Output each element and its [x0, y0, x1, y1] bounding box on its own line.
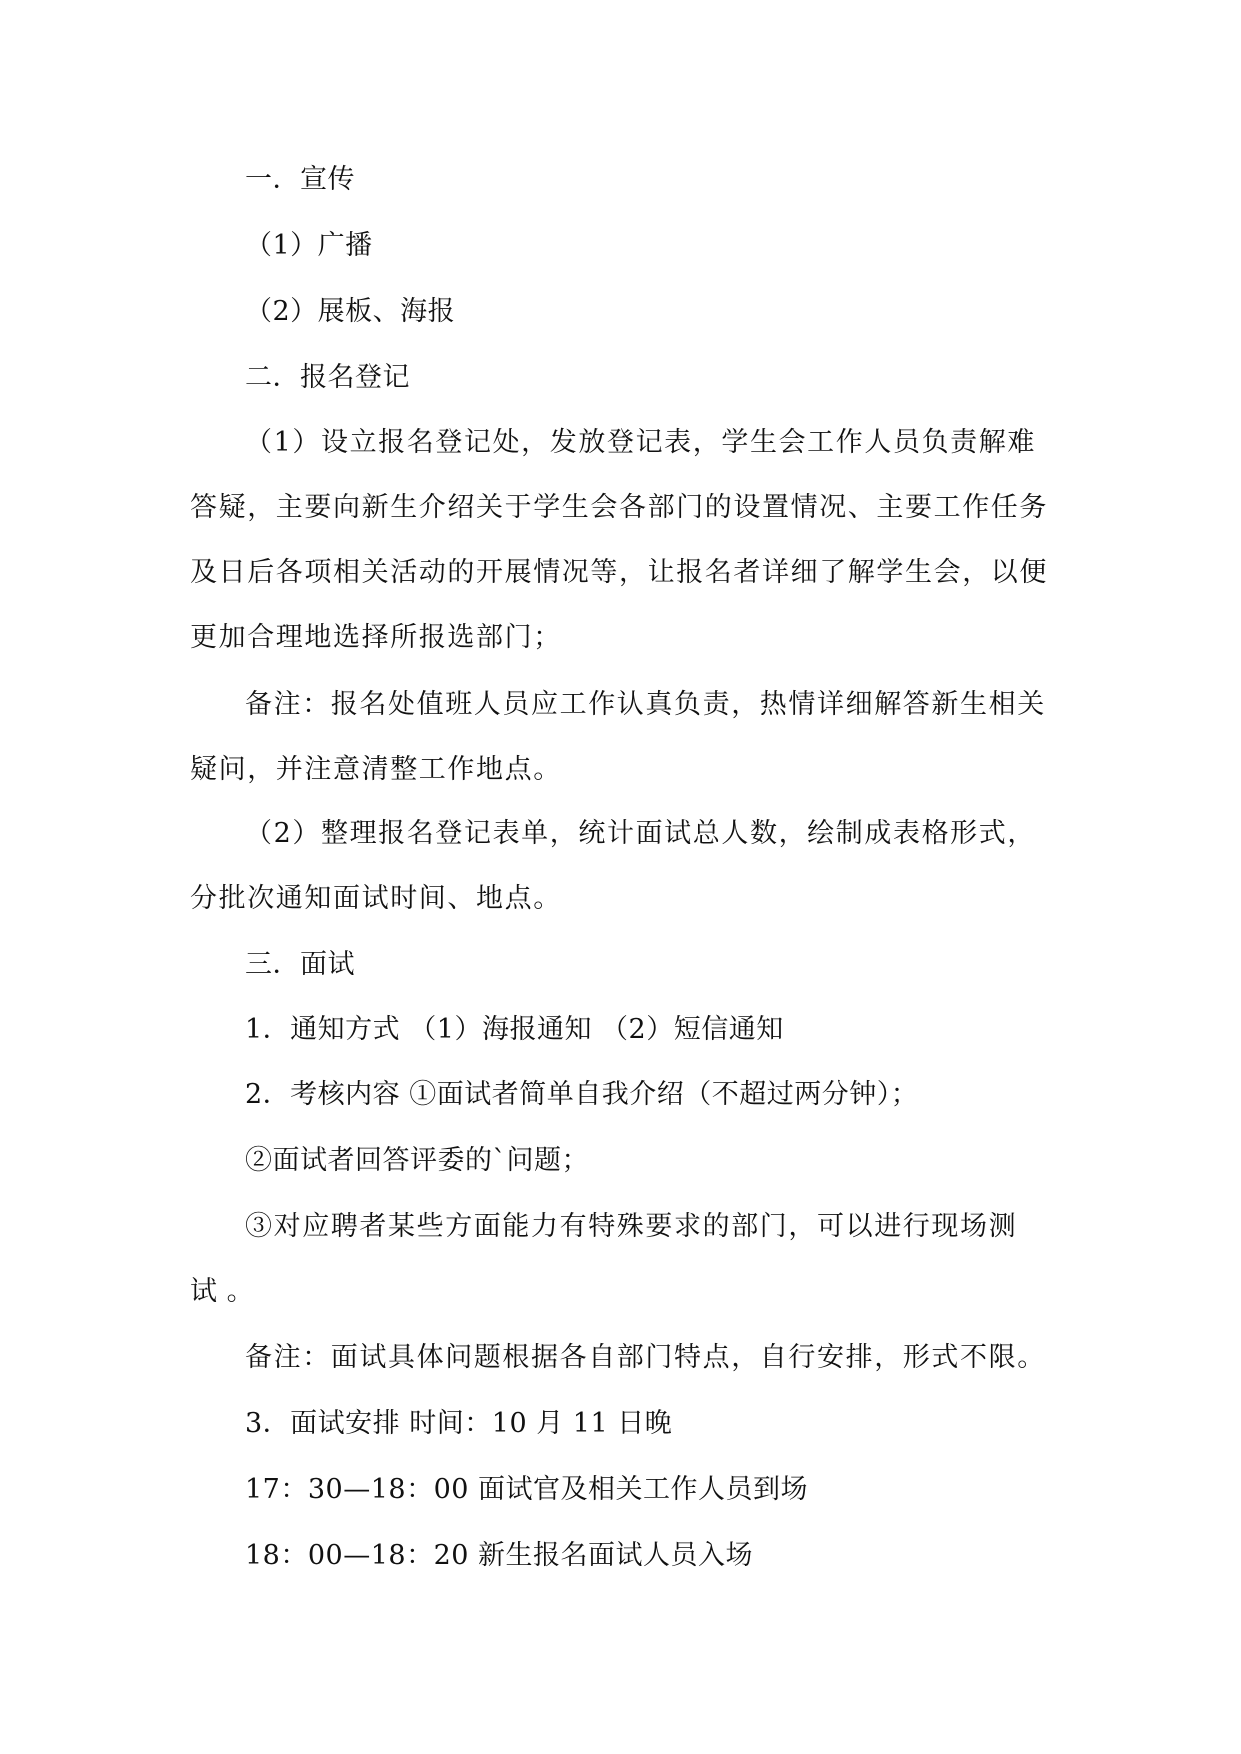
list-item-assessment: 2．考核内容 ①面试者简单自我介绍（不超过两分钟）； — [245, 1079, 919, 1110]
paragraph-line: 试 。 — [190, 1276, 255, 1307]
note-line: 疑问，并注意清整工作地点。 — [190, 754, 562, 785]
schedule-line: 17：30—18：00 面试官及相关工作人员到场 — [245, 1474, 809, 1505]
paragraph-line: （1）设立报名登记处，发放登记表，学生会工作人员负责解难 — [245, 427, 1036, 458]
note-line: 备注：报名处值班人员应工作认真负责，热情详细解答新生相关 — [245, 689, 1046, 720]
paragraph-line: 答疑，主要向新生介绍关于学生会各部门的设置情况、主要工作任务 — [190, 492, 1048, 523]
note-line: 备注：面试具体问题根据各自部门特点，自行安排，形式不限。 — [245, 1342, 1046, 1373]
schedule-line: 18：00—18：20 新生报名面试人员入场 — [245, 1540, 754, 1571]
section-heading-publicity: 一．宣传 — [245, 164, 355, 195]
paragraph-line: 更加合理地选择所报选部门； — [190, 622, 562, 653]
section-heading-registration: 二．报名登记 — [245, 362, 410, 393]
list-item-posters: （2）展板、海报 — [245, 296, 456, 327]
paragraph-line: 分批次通知面试时间、地点。 — [190, 883, 562, 914]
paragraph-line: （2）整理报名登记表单，统计面试总人数，绘制成表格形式， — [245, 818, 1036, 849]
list-item-notification: 1．通知方式 （1）海报通知 （2）短信通知 — [245, 1014, 784, 1045]
list-item-schedule: 3．面试安排 时间：10 月 11 日晚 — [245, 1408, 673, 1439]
list-item-assessment-2: ②面试者回答评委的`问题； — [245, 1145, 589, 1176]
section-heading-interview: 三．面试 — [245, 949, 355, 980]
list-item-assessment-3: ③对应聘者某些方面能力有特殊要求的部门，可以进行现场测 — [245, 1211, 1018, 1242]
paragraph-line: 及日后各项相关活动的开展情况等，让报名者详细了解学生会，以便 — [190, 557, 1048, 588]
list-item-broadcast: （1）广播 — [245, 230, 373, 261]
